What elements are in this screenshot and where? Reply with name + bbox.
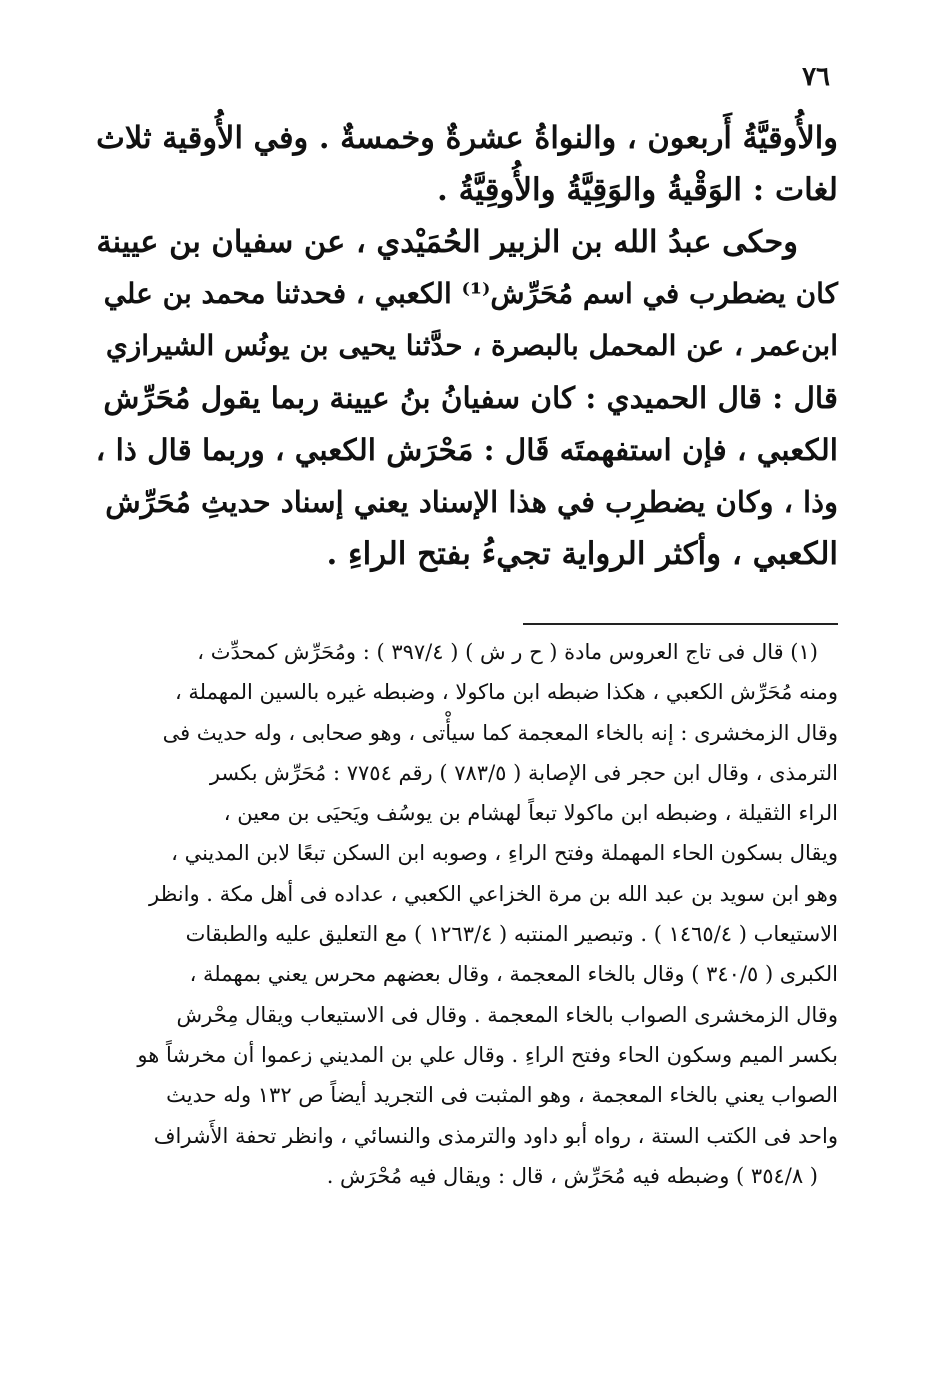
footnote-line: بكسر الميم وسكون الحاء وفتح الراءِ . وقال علي بن المديني زعموا أن مخرشاً هو bbox=[137, 1042, 838, 1067]
footnote-line: الصواب يعني بالخاء المعجمة ، وهو المثبت فى التجريد أيضاً ص ١٣٢ وله حديث bbox=[166, 1083, 838, 1108]
footnote-line: الاستيعاب ( ١٤٦٥/٤ ) . وتبصير المنتبه ( ١٢٦٣/٤ ) مع التعليق عليه والطبقات bbox=[185, 922, 838, 947]
main-text-line: لغات : الوَقْيةُ والوَقِيَّةُ والأُوقِيَّةُ . bbox=[437, 172, 838, 208]
main-text-line: الكعبي ، وأكثر الرواية تجيءُ بفتح الراءِ . bbox=[326, 536, 838, 572]
footnote-line: واحد فى الكتب الستة ، رواه أبو داود والترمذى والنسائي ، وانظر تحفة الأَشراف bbox=[153, 1123, 838, 1148]
footnote-separator bbox=[523, 623, 838, 625]
main-text bbox=[95, 112, 838, 580]
main-text-line: كان يضطرب في اسم مُحَرِّش⁽¹⁾ الكعبي ، فحدثنا محمد بن علي bbox=[103, 277, 838, 310]
main-text-line: قال : قال الحميدي : كان سفيانُ بنُ عيينة ربما يقول مُحَرِّش bbox=[103, 380, 838, 415]
footnotes bbox=[95, 632, 838, 1196]
main-text-line: وحكى عبدُ الله بن الزبير الحُمَيْدي ، عن سفيان بن عيينة bbox=[96, 224, 798, 260]
main-text-line: الكعبي ، فإن استفهمتَه قَال : مَحْرَش الكعبي ، وربما قال ذا ، bbox=[95, 432, 838, 467]
footnote-line: ومنه مُحَرِّش الكعبي ، هكذا ضبطه ابن ماكولا ، وضبطه غيره بالسين المهملة ، bbox=[174, 680, 838, 705]
main-text-line: وذا ، وكان يضطرِب في هذا الإسناد يعني إسناد حديثِ مُحَرِّش bbox=[105, 485, 838, 519]
footnote-line: الكبرى ( ٣٤٠/٥ ) وقال بالخاء المعجمة ، وقال بعضهم محرس يعني بمهملة ، bbox=[189, 962, 838, 987]
footnote-line: (١) قال فى تاج العروس مادة ( ح ر ش ) ( ٣٩٧/٤ ) : ومُحَرِّش كمحدِّث ، bbox=[197, 640, 818, 664]
footnote-line: وهو ابن سويد بن عبد الله بن مرة الخزاعي الكعبي ، عداده فى أهل مكة . وانظر bbox=[148, 881, 838, 906]
footnote-line: الراء الثقيلة ، وضبطه ابن ماكولا تبعاً لهشام بن يوسُف ويَحيَى بن معين ، bbox=[223, 801, 838, 826]
main-text-line: والأُوقيَّةُ أَربعون ، والنواةُ عشرةٌ وخمسةٌ . وفي الأُوقية ثلاث bbox=[96, 120, 838, 156]
page-number: ٧٦ bbox=[802, 62, 830, 92]
footnote-line: ويقال بسكون الحاء المهملة وفتح الراءِ ، وصوبه ابن السكن تبعًا لابن المديني ، bbox=[171, 841, 838, 866]
main-text-line: ابن‌عمر ، عن المحمل بالبصرة ، حدَّثنا يحيى بن يونُس الشيرازي bbox=[105, 329, 838, 362]
footnote-line: الترمذى ، وقال ابن حجر فى الإصابة ( ٧٨٣/٥ ) رقم ٧٧٥٤ : مُحَرِّش بكسر bbox=[209, 760, 838, 785]
footnote-line: وقال الزمخشرى : إنه بالخاء المعجمة كما سيأْتى ، وهو صحابى ، وله حديث فى bbox=[162, 720, 838, 745]
footnote-line: وقال الزمخشرى الصواب بالخاء المعجمة . وقال فى الاستيعاب ويقال مِحْرش bbox=[176, 1002, 838, 1027]
footnote-line: ( ٣٥٤/٨ ) وضبطه فيه مُحَرِّش ، قال : ويقال فيه مُحْرَش . bbox=[326, 1163, 818, 1188]
